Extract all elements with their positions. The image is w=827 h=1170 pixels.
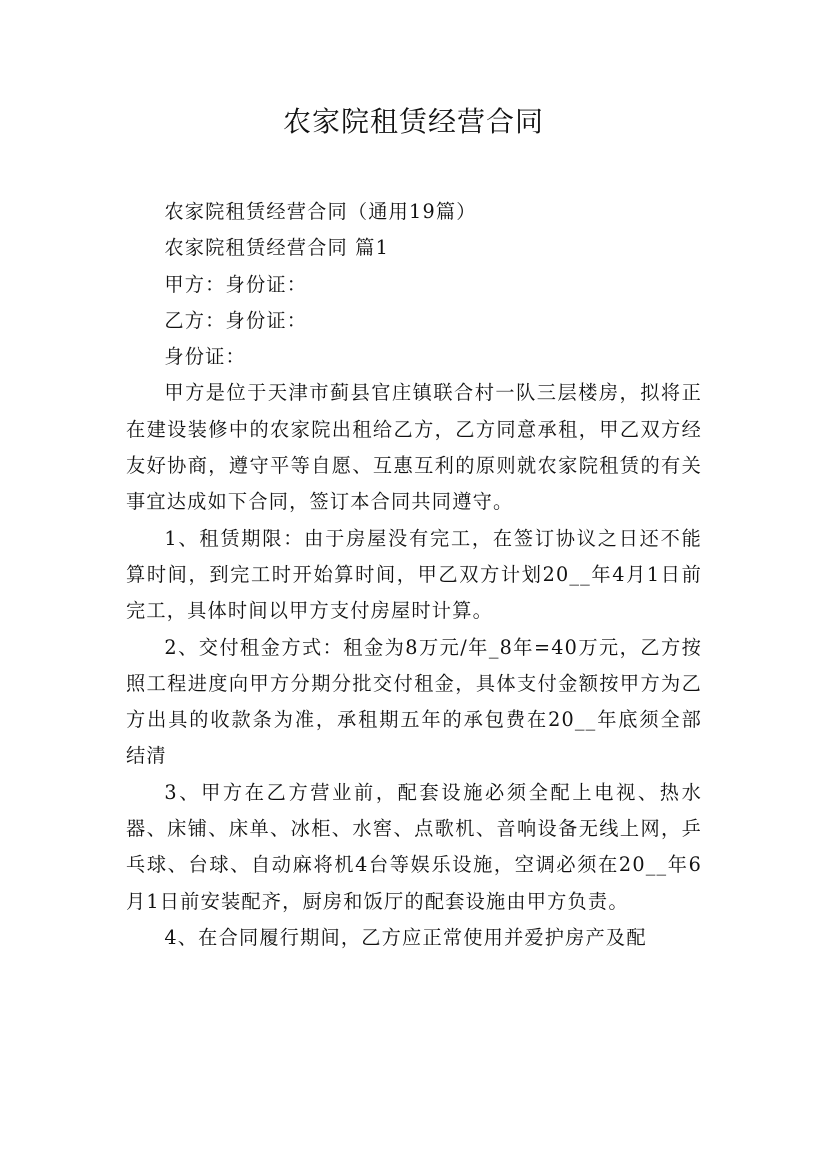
- clause-2-paragraph: 2、交付租金方式：租金为8万元/年_8年=40万元，乙方按照工程进度向甲方分期分批交付租金，具体支付金额按甲方为乙方出具的收款条为准，承租期五年的承包费在20__年底须全部结清: [126, 635, 702, 768]
- intro-paragraph: 甲方是位于天津市蓟县官庄镇联合村一队三层楼房，拟将正在建设装修中的农家院出租给乙方，乙方同意承租，甲乙双方经友好协商，遵守平等自愿、互惠互利的原则就农家院租赁的有关事宜达成如下合同，签订本合同共同遵守。: [126, 381, 702, 514]
- party-a-line: 甲方：身份证：: [164, 272, 308, 296]
- section-heading: 农家院租赁经营合同 篇1: [164, 236, 389, 260]
- party-b-line: 乙方：身份证：: [164, 308, 308, 332]
- clause-1-paragraph: 1、租赁期限：由于房屋没有完工，在签订协议之日还不能算时间，到完工时开始算时间，甲乙双方计划20__年4月1日前完工，具体时间以甲方支付房屋时计算。: [126, 526, 702, 623]
- document-body: [126, 194, 702, 956]
- subtitle-paragraph: 农家院租赁经营合同（通用19篇）: [164, 200, 477, 223]
- clause-4-paragraph: 4、在合同履行期间，乙方应正常使用并爱护房产及配: [164, 925, 647, 949]
- id-line: 身份证：: [164, 345, 246, 369]
- document-title: 农家院租赁经营合同: [282, 105, 544, 138]
- clause-3-paragraph: 3、甲方在乙方营业前，配套设施必须全配上电视、热水器、床铺、床单、冰柜、水窖、点歌机、音响设备无线上网，乒乓球、台球、自动麻将机4台等娱乐设施，空调必须在20__年6月1日前安装配齐，厨房和饭厅的配套设施由甲方负责。: [126, 780, 702, 913]
